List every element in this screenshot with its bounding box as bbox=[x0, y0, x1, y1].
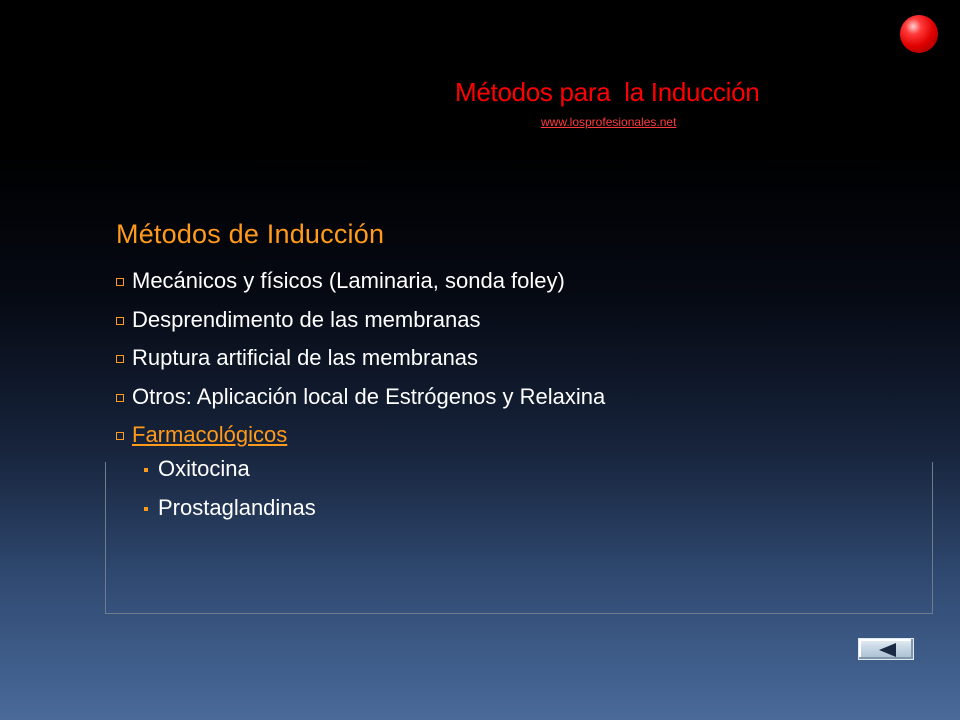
list-item bbox=[116, 339, 605, 378]
dot-bullet-icon bbox=[144, 468, 148, 472]
list-item-text: Otros: Aplicación local de Estrógenos y Relaxina bbox=[132, 383, 606, 409]
farmacologicos-link[interactable]: Farmacológicos bbox=[132, 422, 288, 448]
square-bullet-icon bbox=[116, 432, 124, 440]
square-bullet-icon bbox=[116, 278, 124, 286]
sub-list-item bbox=[144, 489, 316, 528]
list-item bbox=[116, 262, 605, 301]
list-item-text: Desprendimento de las membranas bbox=[132, 306, 481, 332]
slide-title: Métodos para la Inducción bbox=[455, 77, 760, 107]
back-button[interactable] bbox=[858, 638, 914, 660]
square-bullet-icon bbox=[116, 355, 124, 363]
list-item bbox=[116, 416, 605, 455]
sub-list-item-text: Prostaglandinas bbox=[158, 494, 316, 520]
back-arrow-icon bbox=[859, 639, 915, 661]
red-ball-icon bbox=[900, 15, 938, 53]
list-item-text: Ruptura artificial de las membranas bbox=[132, 345, 479, 371]
sub-list-item-text: Oxitocina bbox=[158, 456, 250, 482]
sub-list-item bbox=[144, 450, 316, 489]
list-item-text: Mecánicos y físicos (Laminaria, sonda foley) bbox=[132, 268, 565, 294]
list-item bbox=[116, 301, 605, 340]
section-heading: Métodos de Inducción bbox=[116, 219, 385, 249]
pharmacological-sub-list bbox=[144, 450, 316, 527]
source-link[interactable]: www.losprofesionales.net bbox=[541, 115, 677, 129]
square-bullet-icon bbox=[116, 317, 124, 325]
list-item bbox=[116, 378, 605, 417]
methods-list bbox=[116, 262, 605, 455]
square-bullet-icon bbox=[116, 394, 124, 402]
dot-bullet-icon bbox=[144, 507, 148, 511]
